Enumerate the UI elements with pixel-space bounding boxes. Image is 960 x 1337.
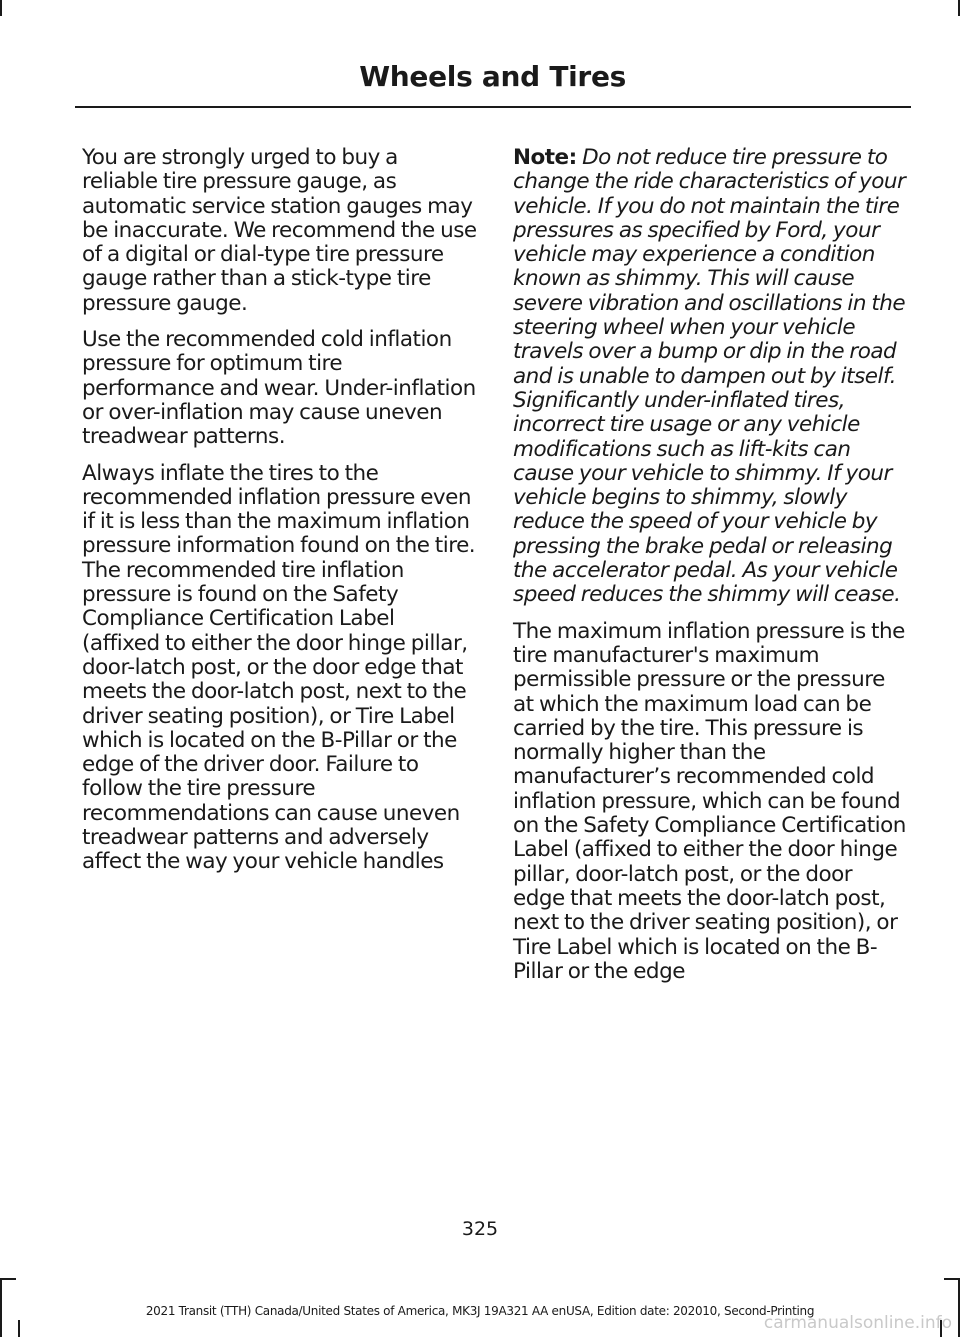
- paragraph-gauge: You are strongly urged to buy a reliable tire pressure gauge, as automatic service station gauges may be inaccurate. We recommend the use of a digital or dial-type tire pressure gauge rather than a stick-type tire pressure gauge.: [82, 145, 477, 316]
- footer-edition-info: 2021 Transit (TTH) Canada/United States of America, MK3J 19A321 AA enUSA, Edition date: 202010, Second-Printing: [145, 1304, 815, 1318]
- paragraph-maximum-pressure: The maximum inflation pressure is the tire manufacturer's maximum permissible pressure or the pressure at which the maximum load can be carried by the tire. This pressure is normally higher than the manufacturer’s recommended cold inflation pressure, which can be found on the Safety Compliance Certification Label (affixed to either the door hinge pillar, door-latch post, or the door edge that meets the door-latch post, next to the driver seating position), or Tire Label which is located on the B-Pillar or the edge: [513, 618, 906, 984]
- watermark: carmanualsonline.info: [763, 1313, 952, 1333]
- page-number: 325: [461, 1218, 499, 1240]
- note-label: Note:: [513, 145, 577, 170]
- left-column: [82, 146, 477, 887]
- paragraph-cold-inflation: Use the recommended cold inflation pressure for optimum tire performance and wear. Under-inflation or over-inflation may cause uneven treadwear patterns.: [82, 327, 476, 450]
- page-title: Wheels and Tires: [359, 60, 626, 93]
- crop-mark-bottom-right-h: [944, 1278, 960, 1280]
- header-rule: [75, 106, 911, 108]
- crop-mark-bottom-center-left: [18, 1320, 20, 1337]
- right-column: [513, 146, 908, 996]
- paragraph-always-inflate: Always inflate the tires to the recommended inflation pressure even if it is less than the maximum inflation pressure information found on the tire. The recommended tire inflation pressure is found on the Safety Compliance Certification Label (affixed to either the door hinge pillar, door-latch post, or the door edge that meets the door-latch post, next to the driver seating position), or Tire Label which is located on the B-Pillar or the edge of the driver door. Failure to follow the tire pressure recommendations can cause uneven treadwear patterns and adversely affect the way your vehicle handles: [82, 460, 476, 875]
- crop-mark-bottom-left-h: [0, 1278, 16, 1280]
- note-paragraph: [513, 146, 908, 608]
- note-text: Do not reduce tire pressure to change the ride characteristics of your vehicle. If you do not maintain the tire pressures as specified by Ford, your vehicle may experience a condition known as shimmy. This will cause severe vibration and oscillations in the steering wheel when your vehicle travels over a bump or dip in the road and is unable to dampen out by itself. Significantly under-inflated tires, incorrect tire usage or any vehicle modifications such as lift-kits can cause your vehicle to shimmy. If your vehicle begins to shimmy, slowly reduce the speed of your vehicle by pressing the brake pedal or releasing the accelerator pedal. As your vehicle speed reduces the shimmy will cease.: [513, 145, 906, 608]
- crop-mark-top-left: [0, 0, 2, 16]
